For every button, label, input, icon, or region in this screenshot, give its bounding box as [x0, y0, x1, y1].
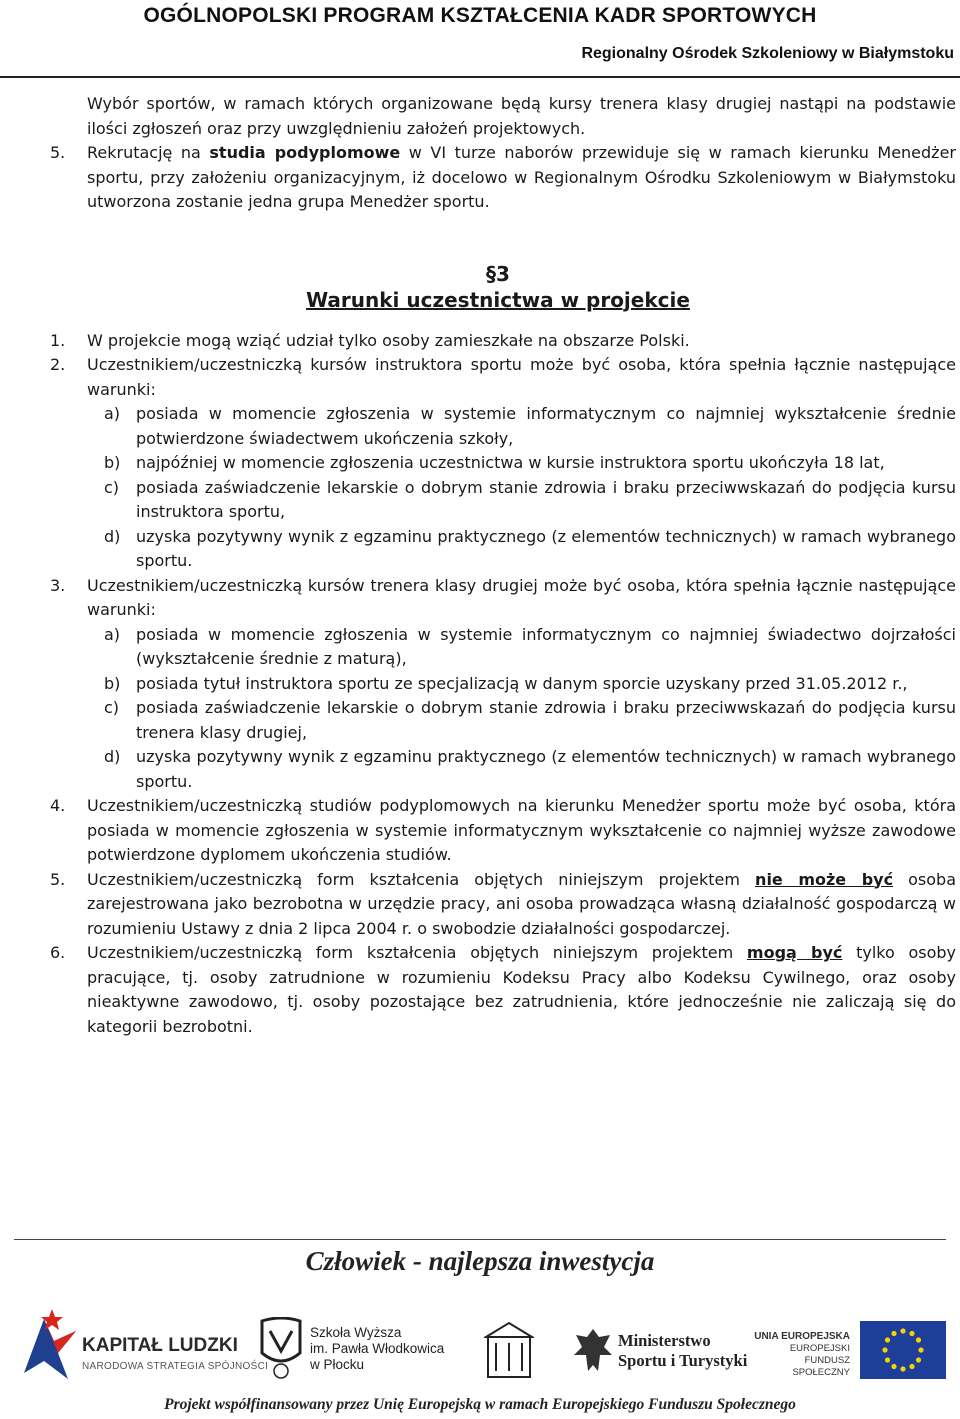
item-text: osoba zarejestrowana jako bezrobotna w urzędzie pracy, ani osoba prowadząca własną działalność gospodarczą w rozumieniu Ustawy z dnia 2 lipca 2004 r. o swobodzie działalności gospodarczej.: [87, 869, 956, 938]
section-title: Warunki uczestnictwa w projekcie: [306, 287, 690, 312]
section-number: §3: [486, 261, 510, 286]
item-text: tylko osoby pracujące, tj. osoby zatrudnione w rozumieniu Kodeksu Pracy albo Kodeksu Cywilnego, oraz osoby nieaktywne zawodowo, tj. osoby pozostające bez zatrudnienia, które jednocześnie nie zaliczają się do kategorii bezrobotni.: [87, 943, 957, 1036]
eu-flag-icon: [860, 1321, 946, 1379]
sub-item: [40, 672, 956, 697]
sub-item-letter: c): [104, 698, 120, 717]
ministry-line-2: Sportu i Turystyki: [618, 1351, 748, 1370]
item-number: 4.: [50, 796, 66, 815]
sub-item-letter: a): [104, 404, 121, 423]
school-line-3: w Płocku: [310, 1357, 365, 1372]
item-text: Uczestnikiem/uczestniczką kursów trenera klasy drugiej może być osoba, która spełnia łącznie następujące warunki:: [87, 575, 956, 619]
cofinancing-note: Projekt współfinansowany przez Unię Europejską w ramach Europejskiego Funduszu Społecznego: [164, 1396, 796, 1413]
ministry-line-1: Ministerstwo: [618, 1331, 711, 1350]
sub-item: [40, 451, 956, 476]
footer-divider: [14, 1239, 946, 1240]
eu-line-3: FUNDUSZ SPOŁECZNY: [792, 1355, 850, 1378]
eu-line-1: UNIA EUROPEJSKA: [754, 1331, 850, 1342]
sub-item-text: posiada w momencie zgłoszenia w systemie informatycznym co najmniej wykształcenie średnie potwierdzone świadectwem ukończenia szkoły,: [136, 404, 956, 448]
list-item: [40, 941, 956, 1039]
ministry-name: [618, 1331, 747, 1371]
sub-item-letter: b): [104, 673, 121, 693]
list-item: [40, 574, 956, 623]
kapital-ludzki-star-icon: [14, 1301, 84, 1383]
intro-continuation: Wybór sportów, w ramach których organizowane będą kursy trenera klasy drugiej nastąpi na podstawie ilości zgłoszeń oraz przy uwzględnieniu założeń projektowych.: [87, 94, 956, 138]
item-text: w VI turze naborów przewiduje się w ramach kierunku Menedżer sportu, przy założeniu organizacyjnym, iż docelowo w Regionalnym Ośrodku Szkoleniowym w Białymstoku utworzona zostanie jedna grupa Menedżer sportu.: [87, 143, 957, 211]
item-number: 6.: [50, 943, 66, 962]
item-number: 2.: [50, 355, 66, 374]
sub-item: [40, 696, 956, 745]
document-body: [40, 92, 956, 1039]
item-number: 1.: [50, 330, 66, 350]
tnp-logo-icon: [484, 1319, 534, 1379]
section-heading: [40, 261, 956, 313]
item-text: Rekrutację na: [87, 143, 210, 162]
item-number: 5.: [50, 143, 66, 162]
eagle-emblem-icon: [572, 1325, 614, 1377]
center-name: Regionalny Ośrodek Szkoleniowy w Białymstoku: [581, 45, 954, 62]
program-title: OGÓLNOPOLSKI PROGRAM KSZTAŁCENIA KADR SPORTOWYCH: [143, 4, 817, 27]
sub-item: [40, 402, 956, 451]
list-item: [40, 329, 956, 354]
sub-item-text: najpóźniej w momencie zgłoszenia uczestnictwa w kursie instruktora sportu ukończyła 18 lat,: [136, 453, 885, 472]
kapital-ludzki-name: KAPITAŁ LUDZKI: [82, 1335, 238, 1356]
sub-item-letter: b): [104, 453, 121, 472]
school-line-2: im. Pawła Włodkowica: [310, 1341, 445, 1356]
school-name: [310, 1325, 444, 1373]
item-text: W projekcie mogą wziąć udział tylko osoby zamieszkałe na obszarze Polski.: [87, 330, 690, 350]
footer-slogan: Człowiek - najlepsza inwestycja: [305, 1246, 655, 1276]
eu-line-2: EUROPEJSKI: [789, 1343, 850, 1354]
sub-item-text: posiada zaświadczenie lekarskie o dobrym stanie zdrowia i braku przeciwwskazań do podjęcia kursu trenera klasy drugiej,: [136, 698, 956, 742]
header-divider: [0, 76, 960, 78]
sub-item: [40, 745, 956, 794]
sub-item-text: posiada zaświadczenie lekarskie o dobrym stanie zdrowia i braku przeciwwskazań do podjęcia kursu instruktora sportu,: [136, 477, 956, 521]
sub-item-text: uzyska pozytywny wynik z egzaminu praktycznego (z elementów technicznych) w ramach wybranego sportu.: [136, 747, 956, 791]
item-number: 3.: [50, 575, 66, 595]
list-item-5-recruitment: [40, 141, 956, 215]
kapital-ludzki-tagline: NARODOWA STRATEGIA SPÓJNOŚCI: [82, 1361, 269, 1372]
school-line-1: Szkoła Wyższa: [310, 1325, 402, 1340]
list-item: [40, 794, 956, 868]
item-bold-text: studia podyplomowe: [209, 143, 401, 162]
sub-item-text: posiada w momencie zgłoszenia w systemie informatycznym co najmniej świadectwo dojrzałości (wykształcenie średnie z maturą),: [136, 624, 956, 668]
list-item: [40, 868, 956, 942]
sub-item: [40, 623, 956, 672]
school-logo-icon: [256, 1317, 306, 1379]
sub-item: [40, 525, 956, 574]
item-text: Uczestnikiem/uczestniczką kursów instruktora sportu może być osoba, która spełnia łącznie następujące warunki:: [87, 355, 956, 399]
sub-item-letter: d): [104, 747, 121, 766]
sub-item: [40, 476, 956, 525]
underlined-emphasis: nie może być: [755, 869, 894, 889]
sub-item-letter: d): [104, 526, 121, 546]
underlined-emphasis: mogą być: [746, 943, 843, 962]
eu-fund-name: [752, 1331, 850, 1379]
sub-item-letter: c): [104, 477, 120, 497]
item-text: Uczestnikiem/uczestniczką form kształcenia objętych niniejszym projektem: [87, 943, 747, 962]
sub-item-letter: a): [104, 624, 121, 644]
item-text: Uczestnikiem/uczestniczką form kształcenia objętych niniejszym projektem: [87, 869, 756, 889]
sub-item-text: uzyska pozytywny wynik z egzaminu praktycznego (z elementów technicznych) w ramach wybranego sportu.: [136, 526, 956, 570]
sub-item-text: posiada tytuł instruktora sportu ze specjalizacją w danym sporcie uzyskany przed 31.05.2012 r.,: [136, 673, 908, 693]
footer-logos: [0, 1295, 960, 1385]
list-item: [40, 353, 956, 402]
item-number: 5.: [50, 869, 66, 889]
item-text: Uczestnikiem/uczestniczką studiów podyplomowych na kierunku Menedżer sportu może być osoba, która posiada w momencie zgłoszenia w systemie informatycznym wykształcenie co najmniej wyższe zawodowe potwierdzone dyplomem ukończenia studiów.: [87, 796, 956, 864]
